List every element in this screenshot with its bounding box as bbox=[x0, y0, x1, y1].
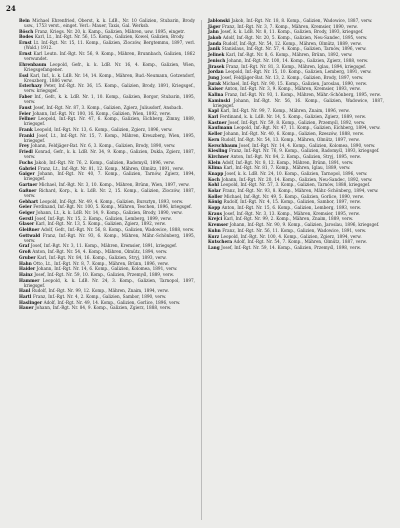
list-entry bbox=[19, 294, 195, 299]
list-entry bbox=[19, 288, 195, 293]
entry-text: Josef, Lt., Inf.-Rgt. Nr. 15, 7. Komp., Mähren, Kreuzberg, Wien, 1895, kriegsgef. bbox=[24, 132, 196, 143]
entry-name: Kremser bbox=[208, 222, 229, 228]
entry-name: Hauer bbox=[19, 305, 34, 311]
list-entry bbox=[208, 245, 384, 250]
entry-name: Jelinek bbox=[208, 52, 225, 58]
list-entry bbox=[19, 221, 195, 226]
list-entry bbox=[208, 114, 384, 119]
entry-text: Franz, Inf.-Rgt. Nr. 81, 3. Komp., Mähren, Iglau, 1894, kriegsgef. bbox=[225, 63, 367, 69]
list-entry bbox=[208, 182, 384, 187]
entry-text: Jakob, Inf.-Rgt. Nr. 76, 2. Komp., Galizien, Radomyśl, 1896, verw. bbox=[34, 159, 175, 165]
entry-text: Adolf, Inf.-Rgt. Nr. 54, 7. Komp., Mähren, Olmütz, 1887, verw. bbox=[233, 239, 367, 245]
entry-name: Gleißner bbox=[19, 227, 40, 232]
entry-text: Franz, Lt., Inf.-Rgt. Nr. 81, 12. Komp., Mähren, Olmütz, 1891, verw. bbox=[37, 165, 184, 171]
entry-name: Kastner bbox=[208, 119, 227, 125]
entry-name: Haider bbox=[19, 266, 36, 272]
entry-text: Rudolf, Inf.-Rgt. Nr. 99, 12. Komp., Mähren, Znaim, 1894, verw. bbox=[31, 288, 169, 294]
entry-name: Knapp bbox=[208, 170, 224, 176]
list-entry bbox=[208, 75, 384, 80]
entry-name: Esterhazy bbox=[19, 83, 42, 89]
list-entry bbox=[19, 62, 195, 72]
entry-text: Anton, Inf.-Rgt. Nr. 54, 4. Komp., Mähren, Olmütz, 1894, verw. bbox=[32, 249, 168, 255]
entry-text: Johann, Inf.-Rgt. Nr. 90, 9. Komp., Galizien, Jaroslau, 1896, kriegsgef. bbox=[229, 222, 380, 228]
entry-name: Kirchner bbox=[208, 153, 229, 159]
entry-text: Otto, Lt., Inf.-Rgt. Nr. 8, 7. Komp., Mähren, Brünn, 1896, verw. bbox=[33, 260, 169, 266]
entry-name: Faber bbox=[19, 94, 33, 100]
entry-name: Jahn bbox=[208, 29, 219, 35]
list-entry bbox=[208, 24, 384, 29]
entry-text: Konrad, Gefr., k. k. LdB. Nr. 34, 9. Komp., Galizien, Dukla, Zgierz, 1887, verw. bbox=[24, 149, 196, 160]
entry-name: Kapl bbox=[208, 108, 219, 114]
list-entry bbox=[208, 194, 384, 199]
entry-name: Janda bbox=[208, 40, 222, 46]
entry-text: Leopold, Inf.-Rgt. Nr. 47, 11. Komp., Galizien, Eichberg, 1894, verw. bbox=[233, 125, 381, 131]
list-entry bbox=[19, 278, 195, 288]
entry-text: Josef, Inf.-Rgt. Nr. 59, 10. Komp., Galizien, Przemyśl, 1889, verw. bbox=[34, 271, 175, 277]
entry-text: Johann, Inf.-Rgt. Nr. 84, 9. Komp., Galizien, Zgierz, 1888, verw. bbox=[35, 305, 172, 311]
entry-text: Karl, Lt., Inf.-Rgt. Nr. 56, 15. Komp., Galizien, Kowel, Galizien, Brody. bbox=[34, 34, 185, 40]
list-entry bbox=[208, 108, 384, 113]
entry-name: Keller bbox=[208, 131, 223, 137]
list-entry bbox=[19, 233, 195, 243]
entry-text: Josef, k. k. LdB. Nr. 24, 10. Komp., Galizien, Tarnopol, 1896, verw. bbox=[224, 170, 368, 176]
entry-text: Adolf, Inf.-Rgt. Nr. 20, 5. Komp., Galizien, Neu-Sandec, 1895, verw. bbox=[222, 35, 368, 41]
list-entry bbox=[19, 272, 195, 277]
entry-name: Kutschera bbox=[208, 239, 233, 245]
list-entry bbox=[208, 35, 384, 40]
list-entry bbox=[19, 243, 195, 248]
list-entry bbox=[19, 73, 195, 83]
entry-text: Josef, Inf.-Rgt. Nr. 3, 11. Komp., Mähren, Kremsier, 1891, kriegsgef. bbox=[30, 243, 178, 249]
entry-text: Anton, Inf.-Rgt. Nr. 15, 6. Komp., Galizien, Lemberg, 1893, verw. bbox=[221, 205, 362, 211]
entry-name: Hanl bbox=[19, 288, 31, 294]
entry-name: Essl bbox=[19, 72, 29, 78]
entry-text: Josef, Inf.-Rgt. Nr. 59, 14. Komp., Galizien, Przemyśl, 1898, verw. bbox=[221, 244, 362, 250]
list-entry bbox=[208, 216, 384, 221]
list-entry bbox=[19, 160, 195, 165]
list-entry bbox=[19, 40, 195, 50]
list-entry bbox=[19, 216, 195, 221]
entry-name: Bösch bbox=[19, 28, 34, 34]
list-entry bbox=[19, 166, 195, 171]
entry-text: Josef, Inf.-Rgt. Nr. 59, 8. Komp., Galizien, Przemyśl, 1892, verw. bbox=[228, 119, 366, 125]
entry-name: Geier bbox=[19, 204, 32, 210]
entry-name: Hammer bbox=[19, 277, 40, 283]
list-entry bbox=[19, 29, 195, 34]
entry-name: Kaminski bbox=[208, 97, 231, 103]
entry-text: Josef, k. k. LdB. Nr. 8, 11. Komp., Galizien, Brody, 1893, kriegsgef. bbox=[220, 29, 364, 35]
entry-text: Adolf, Gefr., Inf.-Rgt. Nr. 56, 8. Komp., Galizien, Wadowice, 1888, verw. bbox=[41, 227, 195, 232]
list-entry bbox=[19, 182, 195, 187]
list-entry bbox=[208, 98, 384, 108]
entry-text: Leopold, Inf.-Rgt. Nr. 57, 3. Komp., Galizien, Tarnów, 1888, kriegsgef. bbox=[220, 182, 371, 188]
entry-text: Anton, Inf.-Rgt. Nr. 84, 2. Komp., Galizien, Stryj, 1895, verw. bbox=[230, 153, 361, 159]
entry-name: Ernst bbox=[19, 50, 32, 56]
entry-text: Franz, Inf.-Rgt. Nr. 93, 8. Komp., Mähren, Mähr.-Schönberg, 1894, verw. bbox=[222, 188, 379, 194]
entry-text: Karl, Inf., k. k. LdB. Nr. 14, 14. Komp., Mähren, Rud.-Neumann, Gotzendorf, Kreuzberg, 1886 verw. bbox=[24, 72, 195, 83]
entry-name: Haslinger bbox=[19, 299, 43, 305]
list-entry bbox=[19, 94, 195, 104]
entry-name: Gebhart bbox=[19, 198, 39, 204]
entry-text: Johann, Inf.-Rgt. Nr. 40, 6. Komp., Galizien, Rzeszów, 1888, verw. bbox=[223, 131, 365, 137]
entry-name: Kolar bbox=[208, 188, 221, 194]
entry-name: Glaser bbox=[19, 221, 35, 227]
entry-text: Rudolf, Inf.-Rgt. Nr. 4, 15. Komp., Galizien, Sambor, 1897, verw. bbox=[223, 199, 361, 205]
entry-text: Jakob, Inf.-Rgt. Nr. 18, 8. Komp., Galizien, Wadowice, 1887, verw. bbox=[231, 18, 373, 23]
entry-text: Karl, Inf.-Rgt. Nr. 99, 7. Komp., Mähren, Znaim, 1896, verw. bbox=[220, 108, 350, 114]
list-entry bbox=[208, 199, 384, 204]
entry-name: Groß bbox=[19, 249, 31, 255]
entry-name: Gottwald bbox=[19, 232, 41, 238]
list-entry bbox=[208, 64, 384, 69]
entry-name: Koch bbox=[208, 176, 220, 182]
entry-text: Rudolf, Inf.-Rgt. Nr. 54, 13. Komp., Mähren, Olmütz, 1897, verw. bbox=[221, 136, 360, 142]
list-entry bbox=[19, 227, 195, 232]
entry-name: Kiesling bbox=[208, 148, 228, 154]
entry-name: Klein bbox=[208, 159, 221, 165]
entry-name: Bodes bbox=[19, 34, 34, 40]
list-entry bbox=[208, 52, 384, 57]
entry-text: Johann, Inf.-Rgt. Nr. 20, 14. Komp., Galizien, Neu-Sandec, 1892, verw. bbox=[221, 176, 373, 182]
entry-text: Lt. Inf.-Rgt. Nr. 15, 11. Komp., Galizien, Zloczów, Bergtemmu, 1897, verl. (Wald.) 1912. bbox=[24, 40, 195, 51]
list-entry bbox=[19, 116, 195, 126]
list-entry bbox=[19, 133, 195, 143]
list-entry bbox=[19, 83, 195, 93]
entry-name: Kaufmann bbox=[208, 125, 233, 131]
entry-text: Leopold, k. k. LdB. Nr. 24, 3. Komp., Galizien, Tarnopol, 1897, kriegsgef. bbox=[24, 277, 195, 288]
entry-text: Karl Leutn. Inf.-Rgt. Nr. 56, 9. Komp., Mähren, Brunnbach, Galizien, 1862 verwundet. bbox=[24, 50, 195, 62]
entry-text: Leopold, Gefr., k. k. LdB. Nr. 16, 4. Komp., Galizien, Wien, Kriegsgefangener. bbox=[24, 61, 195, 72]
list-entry bbox=[208, 148, 384, 153]
entry-name: Gaiger bbox=[19, 171, 35, 177]
list-entry bbox=[19, 111, 195, 116]
entry-text: Karl, Inf.-Rgt. Nr. 8, 6. Komp., Mähren, Brünn, 1892, verw. bbox=[225, 52, 353, 58]
entry-text: Josef, Inf.-Rgt. Nr. 3, 13. Komp., Mähren, Kremsier, 1895, verw. bbox=[223, 210, 360, 216]
entry-text: Johann, Inf.-Rgt. Nr. 100, 14. Komp., Galizien, Zgierz, 1888, verw. bbox=[226, 57, 369, 63]
entry-name: König bbox=[208, 199, 222, 205]
entry-text: Franz, Inf.-Rgt. Nr. 93, 1. Komp., Mähren, Mähr.-Schönberg, 1895, verw. bbox=[224, 91, 381, 97]
list-entry bbox=[208, 143, 384, 148]
list-entry bbox=[19, 149, 195, 159]
entry-name: Jäger bbox=[208, 23, 221, 29]
list-entry bbox=[208, 239, 384, 244]
list-entry bbox=[19, 210, 195, 215]
entry-text: Johann, Inf.-Rgt. Nr. 100, 16. Komp., Galizien, Wien, 1892, verw. bbox=[32, 110, 171, 116]
list-entry bbox=[19, 51, 195, 61]
entry-text: Josef, Inf.-Rgt. Nr. 87, 3. Komp., Galizien, Zgierz, Juliusdorf, Ansbach. bbox=[33, 104, 183, 110]
list-entry bbox=[208, 29, 384, 34]
list-entry bbox=[208, 137, 384, 142]
list-entry bbox=[19, 300, 195, 305]
list-entry bbox=[19, 171, 195, 181]
entry-name: Karl bbox=[208, 114, 219, 120]
entry-text: Josef, Inf.-Rgt. Nr. 14, 4. Komp., Galizien, Kolomea, 1890, verw. bbox=[239, 142, 376, 148]
list-entry bbox=[208, 120, 384, 125]
list-entry bbox=[208, 125, 384, 130]
entry-text: Karl, Inf.-Rgt. Nr. 13, 5. Komp., Galizien, Zgierz, 1892, verw. bbox=[35, 221, 166, 227]
entry-name: Frankl bbox=[19, 132, 35, 138]
entry-name: Jablonski bbox=[208, 18, 230, 23]
entry-name: Gartner bbox=[19, 182, 38, 188]
entry-name: Geiger bbox=[19, 209, 35, 215]
list-entry bbox=[208, 165, 384, 170]
entry-text: Johann, Feldjäger-Bat. Nr. 6, 3. Komp., Galizien, Brody, 1890, verw. bbox=[30, 143, 176, 149]
list-entry bbox=[208, 160, 384, 165]
entry-text: Leopold, Inf.-Rgt. Nr. 49, 4. Komp., Galizien, Bursztyn, 1893, verw. bbox=[39, 198, 184, 204]
entry-text: Leopold, Inf.-Rgt. Nr. 100, 4. Komp., Galizien, Zgierz, 1894, verw. bbox=[220, 233, 362, 239]
entry-name: Jurak bbox=[208, 80, 221, 86]
entry-text: Franz, Inf.-Rgt. Nr. 4, 2. Komp., Galizien, Sambor, 1890, verw. bbox=[32, 294, 167, 300]
list-entry bbox=[208, 69, 384, 74]
list-entry bbox=[208, 92, 384, 97]
entry-name: Ernst bbox=[19, 40, 32, 46]
entry-text: Leopold, Inf.-Rgt. Nr. 47, 6. Komp., Galizien, Eichberg, Zimny, 1889, kriegsgef. bbox=[24, 116, 195, 127]
left-column bbox=[19, 18, 195, 311]
entry-name: Gruber bbox=[19, 254, 36, 260]
list-entry bbox=[19, 105, 195, 110]
entry-name: Kuhn bbox=[208, 227, 221, 233]
entry-name: Kern bbox=[208, 136, 220, 142]
entry-name: Kalina bbox=[208, 91, 224, 97]
list-entry bbox=[208, 234, 384, 239]
entry-name: Hahn bbox=[19, 260, 32, 266]
entry-name: Lang bbox=[208, 244, 220, 250]
entry-text: Johann, Inf.-Rgt. Nr. 14, 6. Komp., Galizien, Kolomea, 1891, verw. bbox=[36, 266, 178, 272]
entry-name: Kerschbaum bbox=[208, 142, 238, 148]
list-entry bbox=[208, 41, 384, 46]
entry-text: Leopold, Inf.-Rgt. Nr. 15, 10. Komp., Galizien, Lemberg, 1891, verw. bbox=[225, 69, 372, 75]
entry-text: Karl, Inf.-Rgt. Nr. 99, 2. Komp., Mähren, Znaim, 1889, verw. bbox=[223, 216, 354, 222]
right-column bbox=[208, 18, 384, 251]
entry-text: Josef, Inf.-Rgt. Nr. 15, 2. Komp., Galizien, Lemberg, 1899, verw. bbox=[34, 215, 172, 221]
list-entry bbox=[208, 131, 384, 136]
entry-text: Inf., Gefr., k. k. LdB. Nr. 1, 10. Komp., Galizien, Borgor, Stubarin, 1895, verw. bbox=[24, 94, 196, 105]
entry-text: Franz, Kriegs. Nr. 20, k. Kamp., Galizien, Mähren, usw. 1895, eingetr. bbox=[34, 28, 185, 34]
entry-name: Jenisch bbox=[208, 57, 226, 63]
list-entry bbox=[19, 249, 195, 254]
entry-text: Michael, Inf.-Rgt. Nr. 90, 15. Komp., Galizien, Jaroslau, 1890, verw. bbox=[222, 80, 368, 86]
page-number: 24 bbox=[6, 4, 16, 13]
entry-text: Michael Ehrenfried, Oberst, k. k. LdB., Nr. 10 Galizien, Stubarin, Brody usw., 1753 verst., einget. Verl.: Mauer, Taxis, Gal. Werksb. bbox=[24, 18, 195, 29]
entry-text: Josef, Feldjäger-Bat. Nr. 13, 2. Komp., Galizien, Brody, 1897, verw. bbox=[220, 74, 364, 80]
entry-name: Kurz bbox=[208, 233, 220, 239]
list-entry bbox=[208, 81, 384, 86]
list-entry bbox=[208, 211, 384, 216]
entry-name: Graf bbox=[19, 243, 30, 249]
entry-text: Franz, Inf.-Rgt. Nr. 56, 11. Komp., Galizien, Wadowice, 1891, verw. bbox=[222, 227, 367, 233]
list-entry bbox=[208, 154, 384, 159]
list-entry bbox=[19, 34, 195, 39]
entry-name: Fuchs bbox=[19, 159, 33, 165]
entry-name: Frey bbox=[19, 143, 30, 149]
entry-name: Kopp bbox=[208, 205, 221, 211]
entry-name: Frank bbox=[19, 127, 33, 132]
list-entry bbox=[208, 222, 384, 227]
entry-name: Kraus bbox=[208, 210, 222, 216]
column-divider bbox=[201, 20, 202, 520]
list-entry bbox=[19, 188, 195, 198]
list-entry bbox=[19, 127, 195, 132]
entry-text: Karl, Inf.-Rgt. Nr. 84, 16. Komp., Galizien, Stryj, 1893, verw. bbox=[37, 254, 167, 260]
entry-text: Franz, Inf.-Rgt. Nr. 76, 9. Komp., Galizien, Radomyśl, 1893, kriegsgef. bbox=[228, 148, 380, 154]
list-entry bbox=[19, 18, 195, 28]
entry-name: Hartl bbox=[19, 294, 32, 300]
list-entry bbox=[208, 177, 384, 182]
entry-name: Gerstl bbox=[19, 215, 34, 221]
list-entry bbox=[19, 305, 195, 310]
entry-name: Friedl bbox=[19, 149, 33, 155]
entry-text: Johann, Inf.-Rgt. Nr. 56, 16. Komp., Galizien, Wadowice, 1887, kriegsgef. bbox=[213, 97, 384, 108]
list-entry bbox=[208, 205, 384, 210]
entry-text: Anton, Inf.-Rgt. Nr. 3, 9. Komp., Mähren, Kremsier, 1893, verw. bbox=[224, 86, 361, 92]
entry-text: Leopold, Inf.-Rgt. Nr. 13, 6. Komp., Galizien, Zgierz, 1896, verw. bbox=[34, 127, 173, 132]
entry-name: Kaiser bbox=[208, 86, 224, 92]
list-entry bbox=[208, 86, 384, 91]
entry-text: Stanislaus, Inf.-Rgt. Nr. 57, 4. Komp., Galizien, Tarnów, 1896, verw. bbox=[221, 46, 367, 52]
entry-name: Faust bbox=[19, 104, 32, 110]
entry-text: Rudolf, Inf.-Rgt. Nr. 54, 12. Komp., Mähren, Olmütz, 1889, verw. bbox=[222, 40, 362, 46]
entry-name: Koller bbox=[208, 193, 223, 199]
list-entry bbox=[19, 255, 195, 260]
entry-name: Klima bbox=[208, 165, 222, 171]
entry-name: Fellner bbox=[19, 116, 36, 122]
entry-name: Jakob bbox=[208, 35, 222, 41]
list-entry bbox=[208, 171, 384, 176]
list-entry bbox=[19, 261, 195, 266]
entry-text: Michael, Inf.-Rgt. Nr. 3, 10. Komp., Mähren, Brünn, Wien, 1897, verw. bbox=[38, 182, 190, 188]
list-entry bbox=[208, 58, 384, 63]
list-entry bbox=[208, 228, 384, 233]
list-entry bbox=[19, 204, 195, 209]
entry-name: Jirasek bbox=[208, 63, 225, 69]
entry-text: Richard, Korp., k. k. LdB. Nr. 2, 15. Komp., Galizien, Zloczów, 1887, verw. bbox=[24, 187, 195, 198]
entry-name: Feier bbox=[19, 110, 31, 116]
entry-text: Adolf, Inf.-Rgt. Nr. 8, 12. Komp., Mähren, Brünn, 1891, verw. bbox=[222, 159, 354, 165]
entry-text: Peter, Inf.-Rgt. Nr. 36, 15. Komp., Galizien, Brody, 1891, Kriegsgef., verw. kriegsgef. bbox=[24, 83, 196, 94]
entry-text: Adolf, Inf.-Rgt. Nr. 49, 14. Komp., Galizien, Gorlice, 1896, verw. bbox=[43, 299, 181, 305]
entry-name: Kohl bbox=[208, 182, 219, 188]
entry-name: Jordan bbox=[208, 69, 224, 75]
entry-name: Krejci bbox=[208, 216, 223, 222]
entry-text: Johann, Lt., k. k. LdB. Nr. 14, 9. Komp., Galizien, Brody, 1890, verw. bbox=[36, 209, 183, 215]
entry-text: Ferdinand, Inf.-Rgt. Nr. 100, 5. Komp., Mähren, Teschen, 1896, kriegsgef. bbox=[33, 204, 192, 210]
entry-name: Ehrenbaum bbox=[19, 61, 47, 67]
entry-text: Franz, Inf.-Rgt. Nr. 3, 7. Komp., Mähren, Kremsier, 1890, verw. bbox=[222, 23, 358, 29]
list-entry bbox=[19, 199, 195, 204]
entry-text: Ferdinand, k. k. LdB. Nr. 14, 5. Komp., Galizien, Zgierz, 1889, verw. bbox=[219, 114, 367, 120]
entry-name: Jung bbox=[208, 74, 219, 80]
entry-text: Michael, Inf.-Rgt. Nr. 49, 5. Komp., Galizien, Gorlice, 1890, verw. bbox=[223, 193, 364, 199]
entry-text: Johann, Inf.-Rgt. Nr. 40, 7. Komp., Galizien, Tarnów, Zgierz, 1894, kriegsgef. bbox=[24, 171, 195, 182]
entry-name: Gabriel bbox=[19, 165, 37, 171]
entry-name: Janik bbox=[208, 46, 221, 52]
list-entry bbox=[208, 188, 384, 193]
list-entry bbox=[19, 143, 195, 148]
entry-name: Bein bbox=[19, 18, 30, 23]
entry-name: Gaßner bbox=[19, 187, 37, 193]
entry-text: Franz, Inf.-Rgt. Nr. 93, 6. Komp., Mähren, Mähr.-Schönberg, 1895, verw. bbox=[24, 232, 195, 243]
list-entry bbox=[208, 18, 384, 23]
list-entry bbox=[19, 266, 195, 271]
entry-name: Hainz bbox=[19, 271, 33, 277]
entry-text: Karl, Inf.-Rgt. Nr. 81, 7. Komp., Mähren, Iglau, 1889, verw. bbox=[223, 165, 351, 171]
list-entry bbox=[208, 46, 384, 51]
